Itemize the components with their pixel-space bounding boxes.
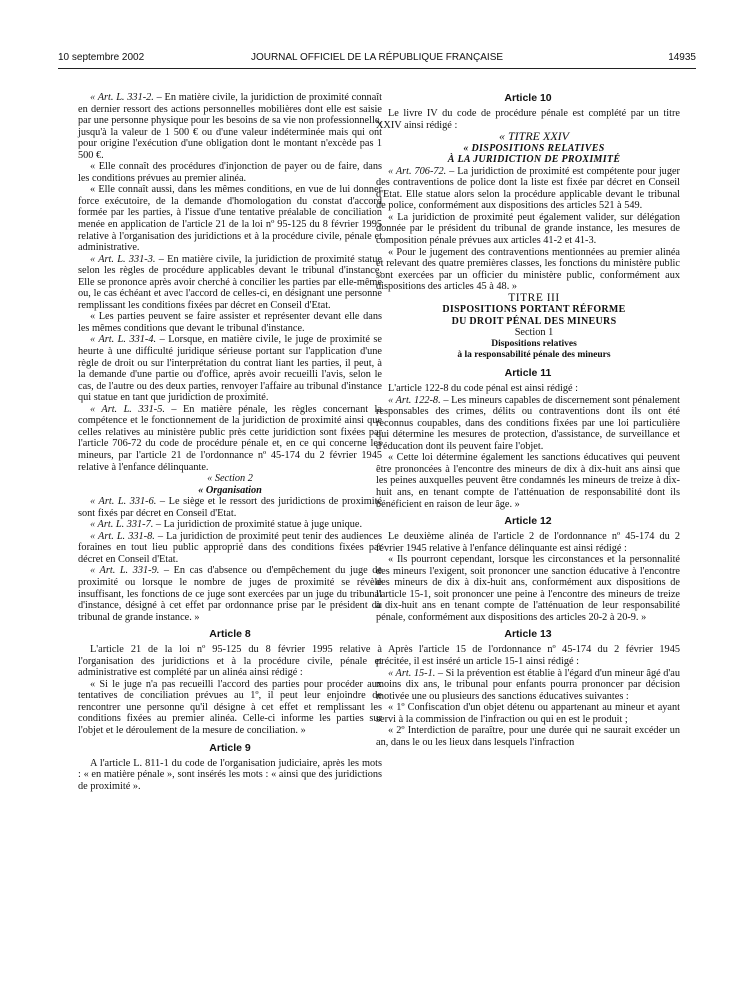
header-journal-title: JOURNAL OFFICIEL DE LA RÉPUBLIQUE FRANÇAISE — [250, 52, 504, 63]
paragraph: « Art. L. 331-8. – La juridiction de proximité peut tenir des audiences foraines en tout lieu public approprié dans des conditions fixées par décret en Conseil d'Etat. — [78, 530, 382, 565]
paragraph: « 2º Interdiction de paraître, pour une durée qui ne saurait excéder un an, dans le ou les lieux dans lesquels l'infraction — [376, 725, 680, 748]
paragraph: « Elle connaît des procédures d'injonction de payer ou de faire, dans les conditions prévues au premier alinéa. — [78, 161, 382, 184]
paragraph: « Art. L. 331-4. – Lorsque, en matière civile, le juge de proximité se heurte à une difficulté juridique sérieuse portant sur l'application d'une règle de droit ou sur l'interprétation du contrat liant les parties, il peut, à la demande d'une partie ou d'office, après avoir recueilli l'avis, selon le cas, de l'autre ou des deux parties, renvoyer l'affaire au tribunal d'instance qui statue en tant que juridiction de proximité. — [78, 334, 382, 404]
paragraph: L'article 21 de la loi nº 95-125 du 8 février 1995 relative à l'organisation des juridictions et à la procédure civile, pénale et administrative est complété par un alinéa ainsi rédigé : — [78, 644, 382, 679]
paragraph: « Art. 122-8. – Les mineurs capables de discernement sont pénalement responsables des crimes, délits ou contraventions dont ils ont été reconnus coupables, dans des conditions fixées par une loi particulière qui détermine les mesures de protection, d'assistance, de surveillance et d'éducation dont ils peuvent faire l'objet. — [376, 394, 680, 452]
paragraph: A l'article L. 811-1 du code de l'organisation judiciaire, après les mots : « en matière pénale », sont insérés les mots : « ainsi que des juridictions de proximité ». — [78, 757, 382, 792]
paragraph: « Art. L. 331-5. – En matière pénale, les règles concernant la compétence et le fonctionnement de la juridiction de proximité ainsi que celles relatives au ministère public près cette juridiction sont fixées par l'article 706-72 du code de procédure pénale et, en ce qui concerne les mineurs, par l'article 21 de l'ordonnance nº 45-174 du 2 février 1945 relative à l'enfance délinquante. — [78, 403, 382, 473]
paragraph: « Art. L. 331-9. – En cas d'absence ou d'empêchement du juge de proximité ou lorsque le nombre de juges de proximité se révèle insuffisant, les fonctions de ce juge sont exercées par un juge du tribunal d'instance, désigné à cet effet par ordonnance prise par le président du tribunal de grande instance. » — [78, 565, 382, 623]
paragraph: « La juridiction de proximité peut également valider, sur délégation donnée par le président du tribunal de grande instance, les mesures de composition pénale prévues aux articles 41-2 et 41-3. — [376, 211, 680, 247]
section-heading: Section 1 — [514, 327, 554, 339]
title-subheading: DISPOSITIONS PORTANT RÉFORME — [442, 304, 626, 316]
title-subheading: DU DROIT PÉNAL DES MINEURS — [451, 315, 617, 327]
title-subheading: « DISPOSITIONS RELATIVES — [463, 142, 605, 154]
paragraph: « Art. 15-1. – Si la prévention est établie à l'égard d'un mineur âgé d'au moins dix ans, le tribunal pour enfants pourra prononcer par décision motivée une ou plusieurs des sanctions éducatives suivantes : — [376, 667, 680, 702]
right-column — [376, 92, 680, 748]
paragraph: « Art. L. 331-7. – La juridiction de proximité statue à juge unique. — [90, 519, 363, 531]
section-subheading: à la responsabilité pénale des mineurs — [457, 350, 611, 361]
section-subheading: « Organisation — [198, 484, 262, 496]
section-subheading: Dispositions relatives — [491, 338, 577, 349]
paragraph: L'article 122-8 du code pénal est ainsi rédigé : — [388, 383, 578, 395]
title-subheading: À LA JURIDICTION DE PROXIMITÉ — [447, 154, 621, 166]
title-heading: « TITRE XXIV — [499, 129, 569, 144]
section-heading: « Section 2 — [207, 473, 253, 485]
paragraph: Après l'article 15 de l'ordonnance nº 45-174 du 2 février 1945 précitée, il est inséré un article 15-1 ainsi rédigé : — [376, 644, 680, 667]
article-heading: Article 10 — [504, 92, 552, 104]
paragraph: « Art. L. 331-3. – En matière civile, la juridiction de proximité statue selon les règles de procédure applicables devant le tribunal d'instance. Elle se prononce après avoir cherché à concilier les parties par elle-même ou, le cas échéant et avec l'accord de celles-ci, en désignant une personne remplissant les conditions fixées par décret en Conseil d'Etat. — [78, 253, 382, 311]
paragraph: « Art. 706-72. – La juridiction de proximité est compétente pour juger des contraventions de police dont la liste est fixée par décret en Conseil d'Etat. Elle statue alors selon la procédure applicable devant le tribunal de police, conformément aux dispositions des articles 521 à 549. — [376, 165, 680, 212]
paragraph: « Art. L. 331-2. – En matière civile, la juridiction de proximité connaît en dernier ressort des actions personnelles mobilières dont elle est saisie par une personne physique pour les besoins de sa vie non professionnelle, jusqu'à la valeur de 1 500 € ou d'une valeur indéterminée mais qui ont pour origine l'exécution d'une obligation dont le montant n'excède pas 1 500 €. — [78, 92, 382, 161]
article-heading: Article 8 — [209, 628, 251, 641]
article-heading: Article 12 — [504, 515, 552, 528]
paragraph: Le deuxième alinéa de l'article 2 de l'ordonnance nº 45-174 du 2 février 1945 relative à l'enfance délinquante est ainsi rédigé : — [376, 531, 680, 554]
paragraph: « Art. L. 331-6. – Le siège et le ressort des juridictions de proximité sont fixés par décret en Conseil d'Etat. — [78, 496, 382, 519]
paragraph: « Si le juge n'a pas recueilli l'accord des parties pour procéder aux tentatives de conciliation prévues au 1º, il peut leur enjoindre de rencontrer une personne qu'il désigne à cet effet et remplissant les conditions fixées au premier alinéa. Celle-ci informe les parties sur l'objet et le déroulement de la mesure de conciliation. » — [78, 678, 382, 736]
paragraph: « Cette loi détermine également les sanctions éducatives qui peuvent être prononcées à l'encontre des mineurs de dix à dix-huit ans ainsi que les peines auxquelles peuvent être condamnés les mineurs de treize à dix-huit ans, en tenant compte de l'atténuation de responsabilité dont ils bénéficient en raison de leur âge. » — [376, 452, 680, 510]
paragraph: « Elle connaît aussi, dans les mêmes conditions, en vue de lui donner force exécutoire, de la demande d'homologation du constat d'accord formée par les parties, à l'issue d'une tentative préalable de conciliation menée en application de l'article 21 de la loi nº 95-125 du 8 février 1995 relative à l'organisation des juridictions et à la procédure civile, pénale et administrative. — [78, 184, 382, 254]
paragraph: « 1º Confiscation d'un objet détenu ou appartenant au mineur et ayant servi à la commission de l'infraction ou qui en est le produit ; — [376, 702, 680, 725]
page-header — [58, 50, 696, 69]
paragraph: « Pour le jugement des contraventions mentionnées au premier alinéa et relevant des quatre premières classes, les fonctions du ministère public sont exercées par un officier du ministère public, conformément aux dispositions des articles 45 à 48. » — [376, 246, 680, 293]
left-column — [78, 92, 382, 792]
header-date: 10 septembre 2002 — [58, 52, 145, 63]
paragraph: « Ils pourront cependant, lorsque les circonstances et la personnalité des mineurs l'exigent, soit prononcer une sanction éducative à l'encontre des mineurs de dix à dix-huit ans, conformément aux dispositions de l'article 15-1, soit prononcer une peine à l'encontre des mineurs de treize à dix-huit ans en tenant compte de l'atténuation de leur responsabilité pénale, conformément aux dispositions des articles 20-2 à 20-9. » — [376, 554, 680, 623]
paragraph: Le livre IV du code de procédure pénale est complété par un titre XXIV ainsi rédigé : — [376, 108, 680, 131]
article-heading: Article 9 — [209, 741, 251, 754]
title-heading: TITRE III — [508, 291, 560, 304]
paragraph: « Les parties peuvent se faire assister et représenter devant elle dans les mêmes conditions que devant le tribunal d'instance. — [78, 311, 382, 334]
header-page-number: 14935 — [668, 52, 696, 63]
article-heading: Article 11 — [504, 367, 552, 380]
article-heading: Article 13 — [504, 628, 552, 641]
